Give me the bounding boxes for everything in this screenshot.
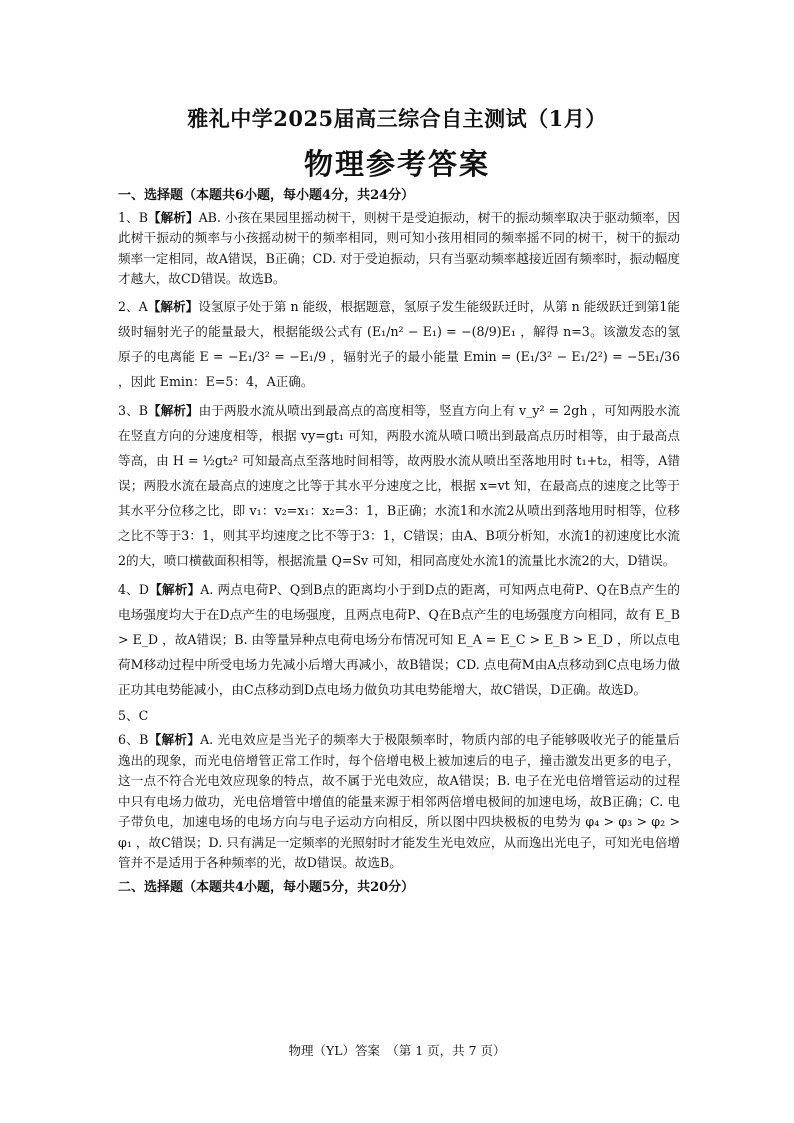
answer-item-4	[118, 577, 680, 702]
section-heading-1: 一、选择题（本题共6小题，每小题4分，共24分）	[118, 188, 415, 203]
answer-item-3	[118, 398, 680, 573]
answer-item-6	[118, 730, 680, 874]
answer-number: 6、B	[118, 732, 149, 747]
analysis-tag: 【解析】	[147, 209, 199, 225]
analysis-tag: 【解析】	[147, 298, 199, 314]
answer-number: 3、B	[118, 402, 148, 418]
answer-number: 1、B	[118, 209, 148, 225]
section-heading-2: 二、选择题（本题共4小题，每小题5分，共20分）	[118, 879, 415, 895]
analysis-tag: 【解析】	[148, 732, 201, 747]
answer-content	[118, 186, 680, 899]
page-title: 物理参考答案	[303, 147, 490, 181]
exam-title: 雅礼中学2025届高三综合自主测试（1月）	[187, 106, 607, 131]
answer-item-1	[118, 208, 680, 290]
answer-text: 设氢原子处于第 n 能级，根据题意，氢原子发生能级跃迁时，从第 n 能级跃迁到第1能级时辐射光子的能量最大，根据能级公式有 (E₁/n² − E₁) = −(8/9)E₁ ，解得 n=3。该激发态的氢原子的电离能 E = −E₁/3² = −E₁/9 ，辐射光子的最小能量 Emin = (E₁/3² − E₁/2²) = −5E₁/36 ，因此 Emin：E=5：4，A正确。	[118, 298, 681, 389]
analysis-tag: 【解析】	[147, 402, 199, 418]
answer-number: 5、C	[118, 707, 149, 723]
answer-number: 2、A	[118, 298, 148, 314]
answer-text: 由于两股水流从喷出到最高点的高度相等，竖直方向上有 v_y² = 2gh ，可知两股水流在竖直方向的分速度相等，根据 vy=gt₁ 可知，两股水流从喷口喷出到最高点历时相等，由于最高点等高，由 H = ½gt₂² 可知最高点至落地时间相等，故两股水流从喷出至落地用时 t₁+t₂，相等，A错误；两股水流在最高点的速度之比等于其水平分速度之比，根据 x=vt 知，在最高点的速度之比等于其水平分位移之比，即 v₁：v₂=x₁：x₂=3：1，B正确；水流1和水流2从喷出到落地用时相等，位移之比不等于3：1，则其平均速度之比不等于3：1，C错误；由A、B项分析知，水流1的初速度比水流2的大，喷口横截面积相等，根据流量 Q=Sv 可知，相同高度处水流1的流量比水流2的大，D错误。	[118, 402, 680, 568]
answer-item-5	[118, 706, 680, 727]
answer-text: A. 两点电荷P、Q到B点的距离均小于到D点的距离，可知两点电荷P、Q在B点产生的电场强度均大于在D点产生的电场强度，且两点电荷P、Q在B点产生的电场强度方向相同，故有 E_B > E_D ，故A错误；B. 由等量异种点电荷电场分布情况可知 E_A = E_C > E_B > E_D ，所以点电荷M移动过程中所受电场力先减小后增大再减小，故B错误；CD. 点电荷M由A点移动到C点电场力做正功其电势能减小，由C点移动到D点电场力做负功其电势能增大，故C错误，D正确。故选D。	[118, 581, 680, 697]
answer-text: A. 光电效应是当光子的频率大于极限频率时，物质内部的电子能够吸收光子的能量后逸出的现象，而光电倍增管正常工作时，每个倍增电极上被加速后的电子，撞击激发出更多的电子，这一点不符合光电效应现象的特点，故不属于光电效应，故A错误；B. 电子在光电倍增管运动的过程中只有电场力做功，光电倍增管中增值的能量来源于相邻两倍增电极间的加速电场，故B正确；C. 电子带负电，加速电场的电场方向与电子运动方向相反，所以图中四块极板的电势为 φ₄ > φ₃ > φ₂ > φ₁ ，故C错误；D. 只有满足一定频率的光照射时才能发生光电效应，从而逸出光电子，可知光电倍增管并不是适用于各种频率的光，故D错误。故选B。	[118, 732, 680, 870]
answer-number: 4、D	[118, 581, 150, 597]
answer-text: AB. 小孩在果园里摇动树干，则树干是受迫振动，树干的振动频率取决于驱动频率，因此树干振动的频率与小孩摇动树干的频率相同，则可知小孩用相同的频率摇不同的树干，树干的振动频率一定相同，故A错误，B正确；CD. 对于受迫振动，只有当驱动频率越接近固有频率时，振动幅度才越大，故CD错误。故选B。	[118, 209, 680, 286]
page-footer: 物理（YL）答案 （第 1 页，共 7 页）	[288, 1043, 506, 1058]
analysis-tag: 【解析】	[149, 581, 201, 597]
answer-item-2	[118, 294, 680, 394]
